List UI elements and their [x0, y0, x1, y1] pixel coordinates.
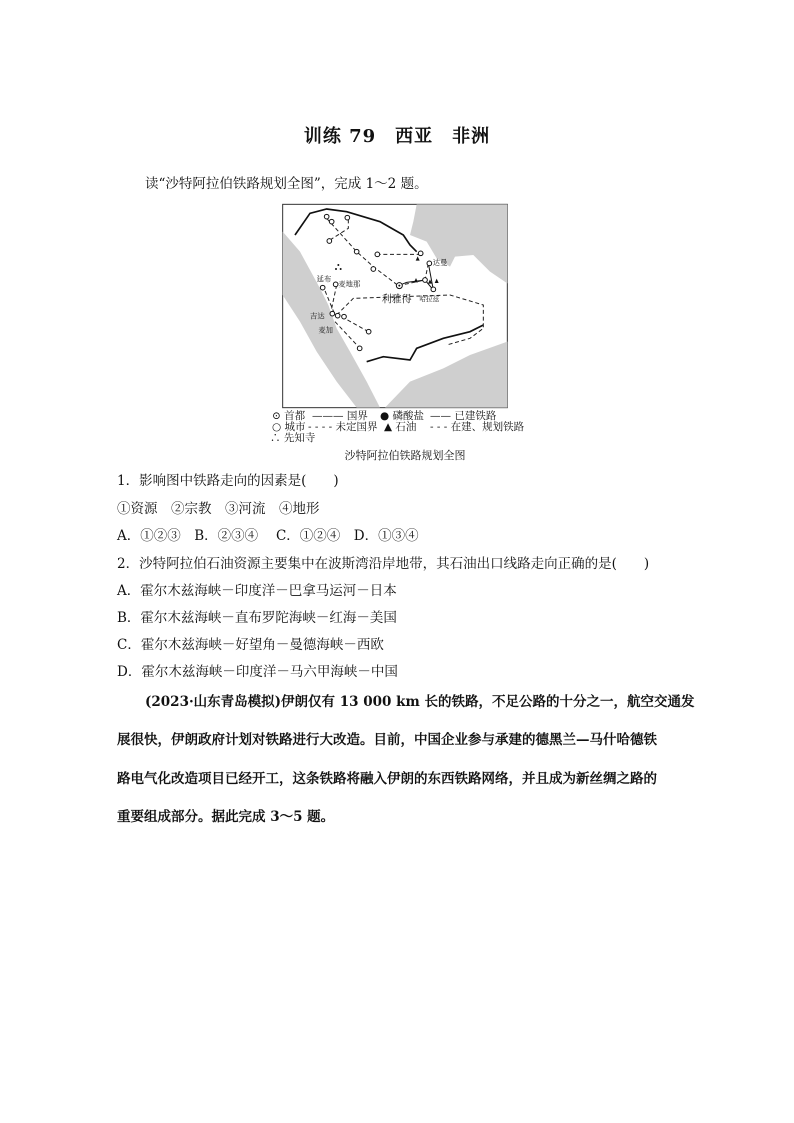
label-riyadh: 利雅得 [381, 294, 412, 306]
passage-line: 路电气化改造项目已经开工，这条铁路将融入伊朗的东西铁路网络，并且成为新丝绸之路的 [117, 771, 657, 787]
label-mecca: 麦加 [318, 325, 333, 335]
q1-items: ①资源 ②宗教 ③河流 ④地形 [117, 501, 320, 517]
page-title: 训练 79 西亚 非洲 [303, 126, 491, 147]
passage-line: 重要组成部分。据此完成 3～5 题。 [117, 809, 335, 825]
map-caption: 沙特阿拉伯铁路规划全图 [344, 449, 466, 462]
q1-stem: 1．影响图中铁路走向的因素是( ) [117, 473, 339, 489]
q2-stem: 2．沙特阿拉伯石油资源主要集中在波斯湾沿岸地带，其石油出口线路走向正确的是( ) [117, 556, 650, 572]
q2-option-a: A．霍尔木兹海峡－印度洋－巴拿马运河－日本 [117, 583, 397, 599]
legend-phosphate: ● 磷酸盐 [380, 410, 424, 422]
legend-prophet-mosque: ∴ 先知寺 [270, 432, 316, 444]
label-dammam: 达曼 [432, 258, 448, 267]
legend-city: ○ 城市 [272, 421, 306, 433]
legend-oil: ▲ 石油 [384, 421, 417, 433]
passage-line: 展很快，伊朗政府计划对铁路进行大改造。目前，中国企业参与承建的德黑兰—马什哈德铁 [117, 732, 657, 748]
intro-text: 读“沙特阿拉伯铁路规划全图”，完成 1～2 题。 [145, 176, 428, 192]
q2-option-d: D．霍尔木兹海峡－印度洋－马六甲海峡－中国 [117, 664, 398, 680]
passage-line: (2023·山东青岛模拟)伊朗仅有 13 000 km 长的铁路，不足公路的十分之一，航空交通发 [145, 694, 695, 710]
capital-icon [398, 285, 400, 287]
legend-built-railway: —— 已建铁路 [430, 410, 497, 422]
label-haradh: 哈拉兹 [419, 295, 440, 303]
q2-option-c: C．霍尔木兹海峡－好望角－曼德海峡－西欧 [117, 637, 384, 653]
label-jeddah: 吉达 [310, 311, 325, 321]
q1-options: A．①②③ B．②③④ C．①②④ D．①③④ [117, 528, 419, 544]
legend-planned-railway: - - - 在建、规划铁路 [430, 421, 525, 433]
legend-capital: ⊙ 首都 [272, 410, 306, 422]
legend-undefined-border: - - - - 未定国界 [308, 421, 378, 433]
label-yanbu: 延布 [316, 274, 332, 284]
legend-border: ——— 国界 [312, 410, 368, 422]
q2-option-b: B．霍尔木兹海峡－直布罗陀海峡－红海－美国 [117, 610, 397, 626]
label-medina: 麦地那 [338, 279, 361, 289]
